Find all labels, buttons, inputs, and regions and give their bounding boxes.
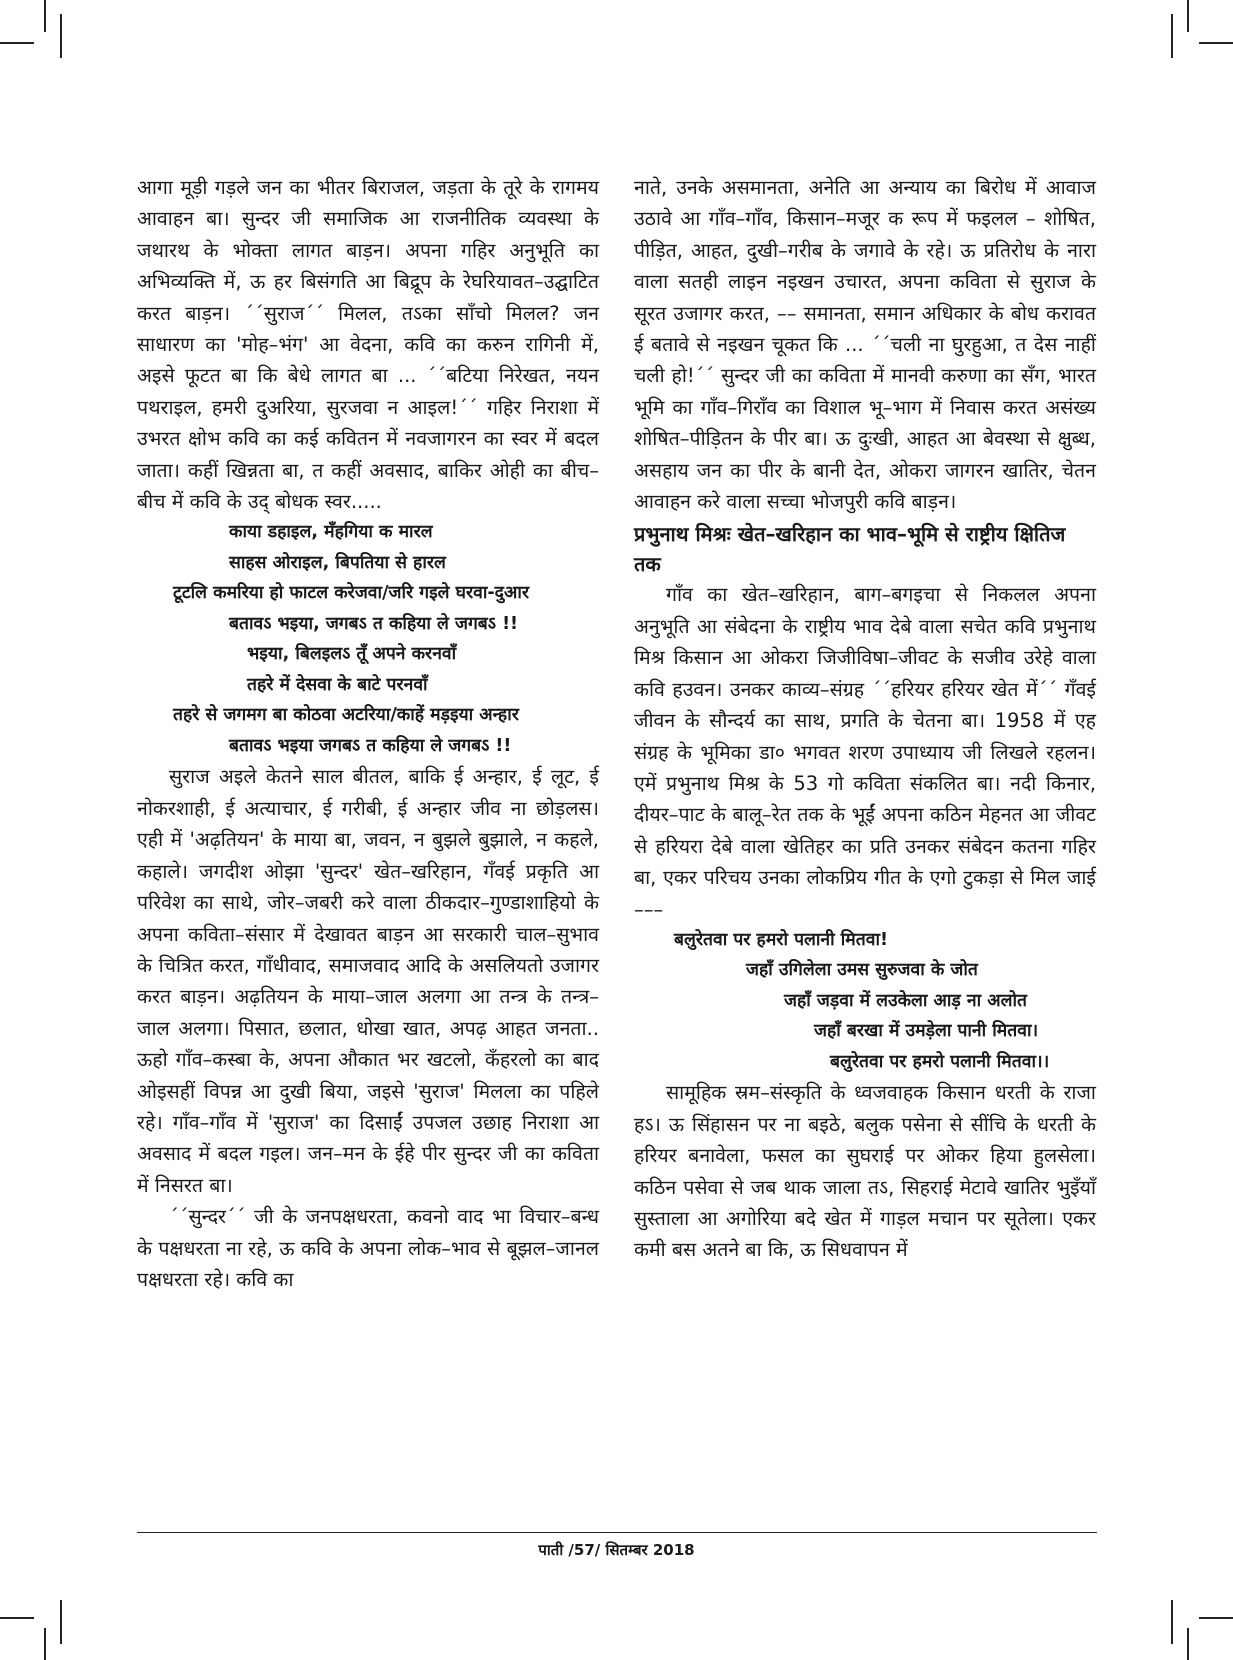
verse-sundar [137,517,599,761]
left-column [137,172,599,1295]
verse-line: साहस ओराइल, बिपतिया से हारल [229,552,446,573]
verse-line: बतावऽ भइया, जगबऽ त कहिया ले जगबऽ !! [229,613,519,634]
right-column [634,172,1096,1266]
crop-mark [60,14,62,58]
right-paragraph-3: सामूहिक स्रम–संस्कृति के ध्वजवाहक किसान धरती के राजा हऽ। ऊ सिंहासन पर ना बइठे, बलुक पसेना से सींचि के धरती के हरियर बनावेला, फसल का सुघराई पर ओकर हिया हुलसेला। कठिन पसेवा से जब थाक जाला तऽ, सिहराई मेटावे खातिर भुइँयाँ सुस्ताला आ अगोरिया बदे खेत में गाड़ल मचान पर सूतेला। एकर कमी बस अतने बा कि, ऊ सिधवापन में [634,1081,1096,1262]
verse-line: तहरे में देसवा के बाटे परनवाँ [247,674,428,695]
right-paragraph-2: गाँव का खेत–खरिहान, बाग–बगइचा से निकलल अपना अनुभूति आ संबेदना के राष्ट्रीय भाव देबे वाला सचेत कवि प्रभुनाथ मिश्र किसान आ ओकरा जिजीविषा–जीवट के सजीव उरेहे वाला कवि हउवन। उनकर काव्य–संग्रह ´´हरियर हरियर खेत में´´ गँवई जीवन के सौन्दर्य का साथ, प्रगति के चेतना बा। 1958 में एह संग्रह के भूमिका डा० भगवत शरण उपाध्याय जी लिखले रहलन। एमें प्रभुनाथ मिश्र के 53 गो कविता संकलित बा। नदी किनार, दीयर–पाट के बालू–रेत तक के भूईं अपना कठिन मेहनत आ जीवट से हरियरा देबे वाला खेतिहर का प्रति उनकर संबेदन कतना गहिर बा, एकर परिचय उनका लोकप्रिय गीत के एगो टुकड़ा से मिल जाई ––– [634,583,1096,921]
verse-line: बतावऽ भइया जगबऽ त कहिया ले जगबऽ !! [229,735,512,756]
crop-mark [1171,1600,1173,1644]
verse-line: जहाँ उगिलेला उमस सुरुजवा के जोत [746,960,978,981]
page-footer: पाती /57/ सितम्बर 2018 [538,1541,695,1559]
verse-line: तहरे से जगमग बा कोठवा अटरिया/काहें मड़इया अन्हार [173,705,519,726]
crop-mark [44,0,46,32]
crop-mark [1187,0,1189,32]
crop-mark [44,1628,46,1660]
verse-line: भइया, बिलइलऽ तूँ अपने करनवाँ [247,644,457,665]
verse-line: बलुरेतवा पर हमरो पलानी मितवा।। [830,1051,1050,1072]
crop-mark [1199,1617,1233,1619]
verse-line: बलुरेतवा पर हमरो पलानी मितवा! [674,929,888,950]
crop-mark [0,42,34,44]
footer-rule [137,1532,1097,1533]
verse-line: जहाँ बरखा में उमड़ेला पानी मितवा। [814,1021,1039,1042]
crop-mark [1187,1628,1189,1660]
right-paragraph-1: नाते, उनके असमानता, अनेति आ अन्याय का बिरोध में आवाज उठावे आ गाँव–गाँव, किसान–मजूर क रूप में फइलल – शोषित, पीड़ित, आहत, दुखी–गरीब के जगावे के रहे। ऊ प्रतिरोध के नारा वाला सतही लाइन नइखन उचारत, अपना कविता से सुराज के सूरत उजागर करत, –– समानता, समान अधिकार के बोध करावत ई बतावे से नइखन चूकत कि ... ´´चली ना घुरहुआ, त देस नाहीं चली हो!´´ सुन्दर जी का कविता में मानवी करुणा का सँग, भारत भूमि का गाँव–गिराँव का विशाल भू–भाग में निवास करत असंख्य शोषित–पीड़ितन के पीर बा। ऊ दुःखी, आहत आ बेवस्था से क्षुब्ध, असहाय जन का पीर के बानी देत, ओकरा जागरन खातिर, चेतन आवाहन करे वाला सच्चा भोजपुरी कवि बाड़न। [634,176,1096,514]
crop-mark [1199,42,1233,44]
section-heading: प्रभुनाथ मिश्रः खेत–खरिहान का भाव–भूमि से राष्ट्रीय क्षितिज तक [634,522,1066,577]
left-paragraph-2: सुराज अइले केतने साल बीतल, बाकि ई अन्हार, ई लूट, ई नोकरशाही, ई अत्याचार, ई गरीबी, ई अन्हार जीव ना छोड़लस। एही में 'अढ़तियन' के माया बा, जवन, न बुझले बुझाले, न कहले, कहाले। जगदीश ओझा 'सुन्दर' खेत–खरिहान, गँवई प्रकृति आ परिवेश का साथे, जोर–जबरी करे वाला ठीकदार–गुण्डाशाहियो के अपना कविता–संसार में देखावत बाड़न आ सरकारी चाल–सुभाव के चित्रित करत, गाँधीवाद, समाजवाद आदि के असलियतो उजागर करत बाड़न। अढ़तियन के माया–जाल अलगा आ तन्त्र के तन्त्र–जाल अलगा। पिसात, छलात, धोखा खात, अपढ़ आहत जनता.. ऊहो गाँव–कस्बा के, अपना औकात भर खटलो, कँहरलो का बाद ओइसहीं विपन्न आ दुखी बिया, जइसे 'सुराज' मिलला का पहिले रहे। गाँव–गाँव में 'सुराज' का दिसाईं उपजल उछाह निराशा आ अवसाद में बदल गइल। जन–मन के ईहे पीर सुन्दर जी का कविता में निसरत बा। [137,765,599,1197]
crop-mark [1171,14,1173,58]
verse-line: जहाँ जड़वा में लउकेला आड़ ना अलोत [784,990,1027,1011]
left-paragraph-1: आगा मूड़ी गड़ले जन का भीतर बिराजल, जड़ता के तूरे के रागमय आवाहन बा। सुन्दर जी समाजिक आ राजनीतिक व्यवस्था के जथारथ के भोक्ता लागत बाड़न। अपना गहिर अनुभूति का अभिव्यक्ति में, ऊ हर बिसंगति आ बिद्रूप के रेघरियावत–उद्घाटित करत बाड़न। ´´सुराज´´ मिलल, तऽका साँचो मिलल? जन साधारण का 'मोह–भंग' आ वेदना, कवि का करुन रागिनी में, अइसे फूटत बा कि बेधे लागत बा ... ´´बटिया निरेखत, नयन पथराइल, हमरी दुअरिया, सुरजवा न आइल!´´ गहिर निराशा में उभरत क्षोभ कवि का कई कवितन में नवजागरन का स्वर में बदल जाता। कहीं खिन्नता बा, त कहीं अवसाद, बाकिर ओही का बीच–बीच में कवि के उद् बोधक स्वर..... [137,176,599,514]
crop-mark [0,1617,34,1619]
crop-mark [60,1600,62,1644]
verse-prabhunath [634,925,1096,1078]
verse-line: टूटलि कमरिया हो फाटल करेजवा/जरि गइले घरवा-दुआर [173,583,529,604]
verse-line: काया डहाइल, मँहगिया क मारल [229,522,433,543]
left-paragraph-3: ´´सुन्दर´´ जी के जनपक्षधरता, कवनो वाद भा विचार–बन्ध के पक्षधरता ना रहे, ऊ कवि के अपना लोक–भाव से बूझल–जानल पक्षधरता रहे। कवि का [137,1205,599,1291]
